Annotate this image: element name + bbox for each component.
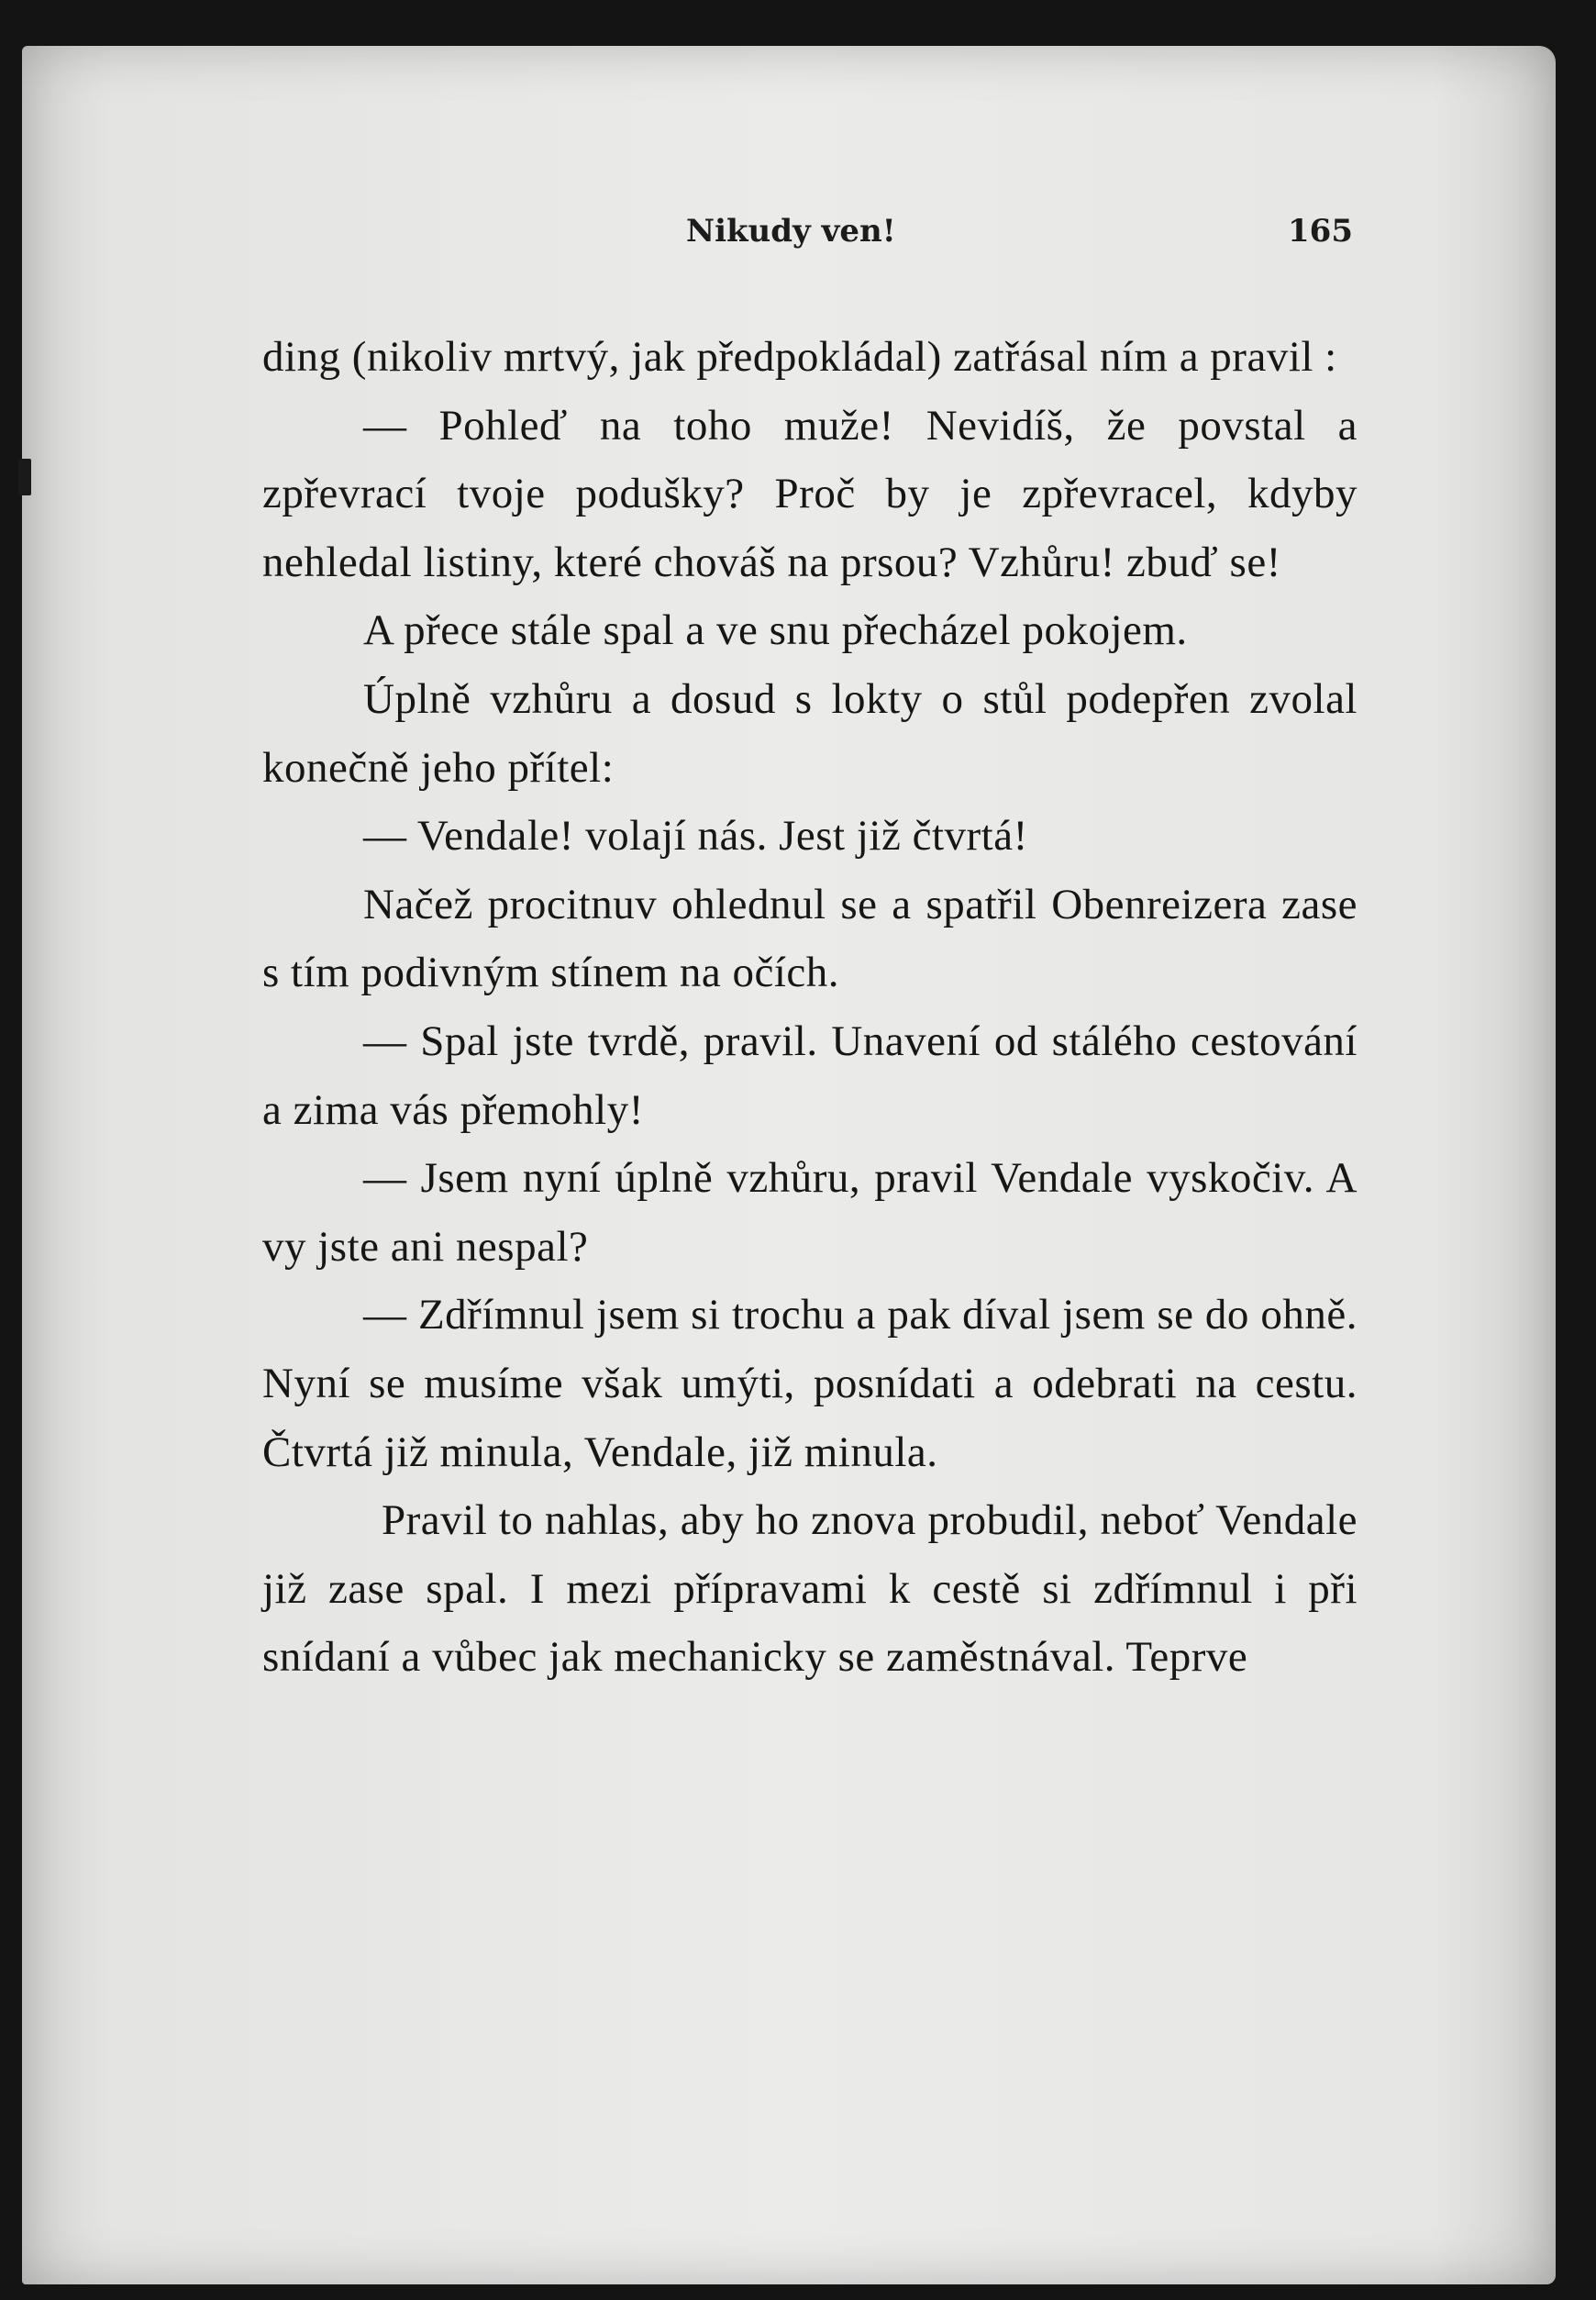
body-text xyxy=(262,323,1358,1692)
paragraph: ding (nikoliv mrtvý, jak předpokládal) zatřásal ním a pravil : xyxy=(262,333,1337,381)
paragraph: — Spal jste tvrdě, pravil. Unavení od stálého cestování a zima vás přemohly! xyxy=(262,1017,1358,1134)
binding-edge-mark xyxy=(18,459,31,495)
paragraph: — Pohleď na toho muže! Nevidíš, že povstal a zpřevrací tvoje podušky? Proč by je zpřevracel, kdyby nehledal listiny, které chováš na prsou? Vzhůru! zbuď se! xyxy=(262,401,1358,586)
paragraph: Načež procitnuv ohlednul se a spatřil Obenreizera zase s tím podivným stínem na očích. xyxy=(262,880,1358,997)
paragraph: — Zdřímnul jsem si trochu a pak díval jsem se do ohně. Nyní se musíme však umýti, posnídati a odebrati na cestu. Čtvrtá již minula, Vendale, již minula. xyxy=(262,1291,1358,1476)
paragraph: — Jsem nyní úplně vzhůru, pravil Vendale vyskočiv. A vy jste ani nespal? xyxy=(262,1154,1358,1271)
paragraph: — Vendale! volají nás. Jest již čtvrtá! xyxy=(363,812,1028,861)
running-title: Nikudy ven! xyxy=(686,213,896,250)
page-header xyxy=(0,213,1596,250)
paragraph: A přece stále spal a ve snu přecházel pokojem. xyxy=(363,606,1188,655)
page-number: 165 xyxy=(1288,213,1353,250)
paragraph: Úplně vzhůru a dosud s lokty o stůl podepřen zvolal konečně jeho přítel: xyxy=(262,674,1358,792)
paragraph: Pravil to nahlas, aby ho znova probudil, neboť Vendale již zase spal. I mezi přípravami k cestě si zdřímnul i při snídaní a vůbec jak mechanicky se zaměstnával. Teprve xyxy=(262,1496,1358,1682)
